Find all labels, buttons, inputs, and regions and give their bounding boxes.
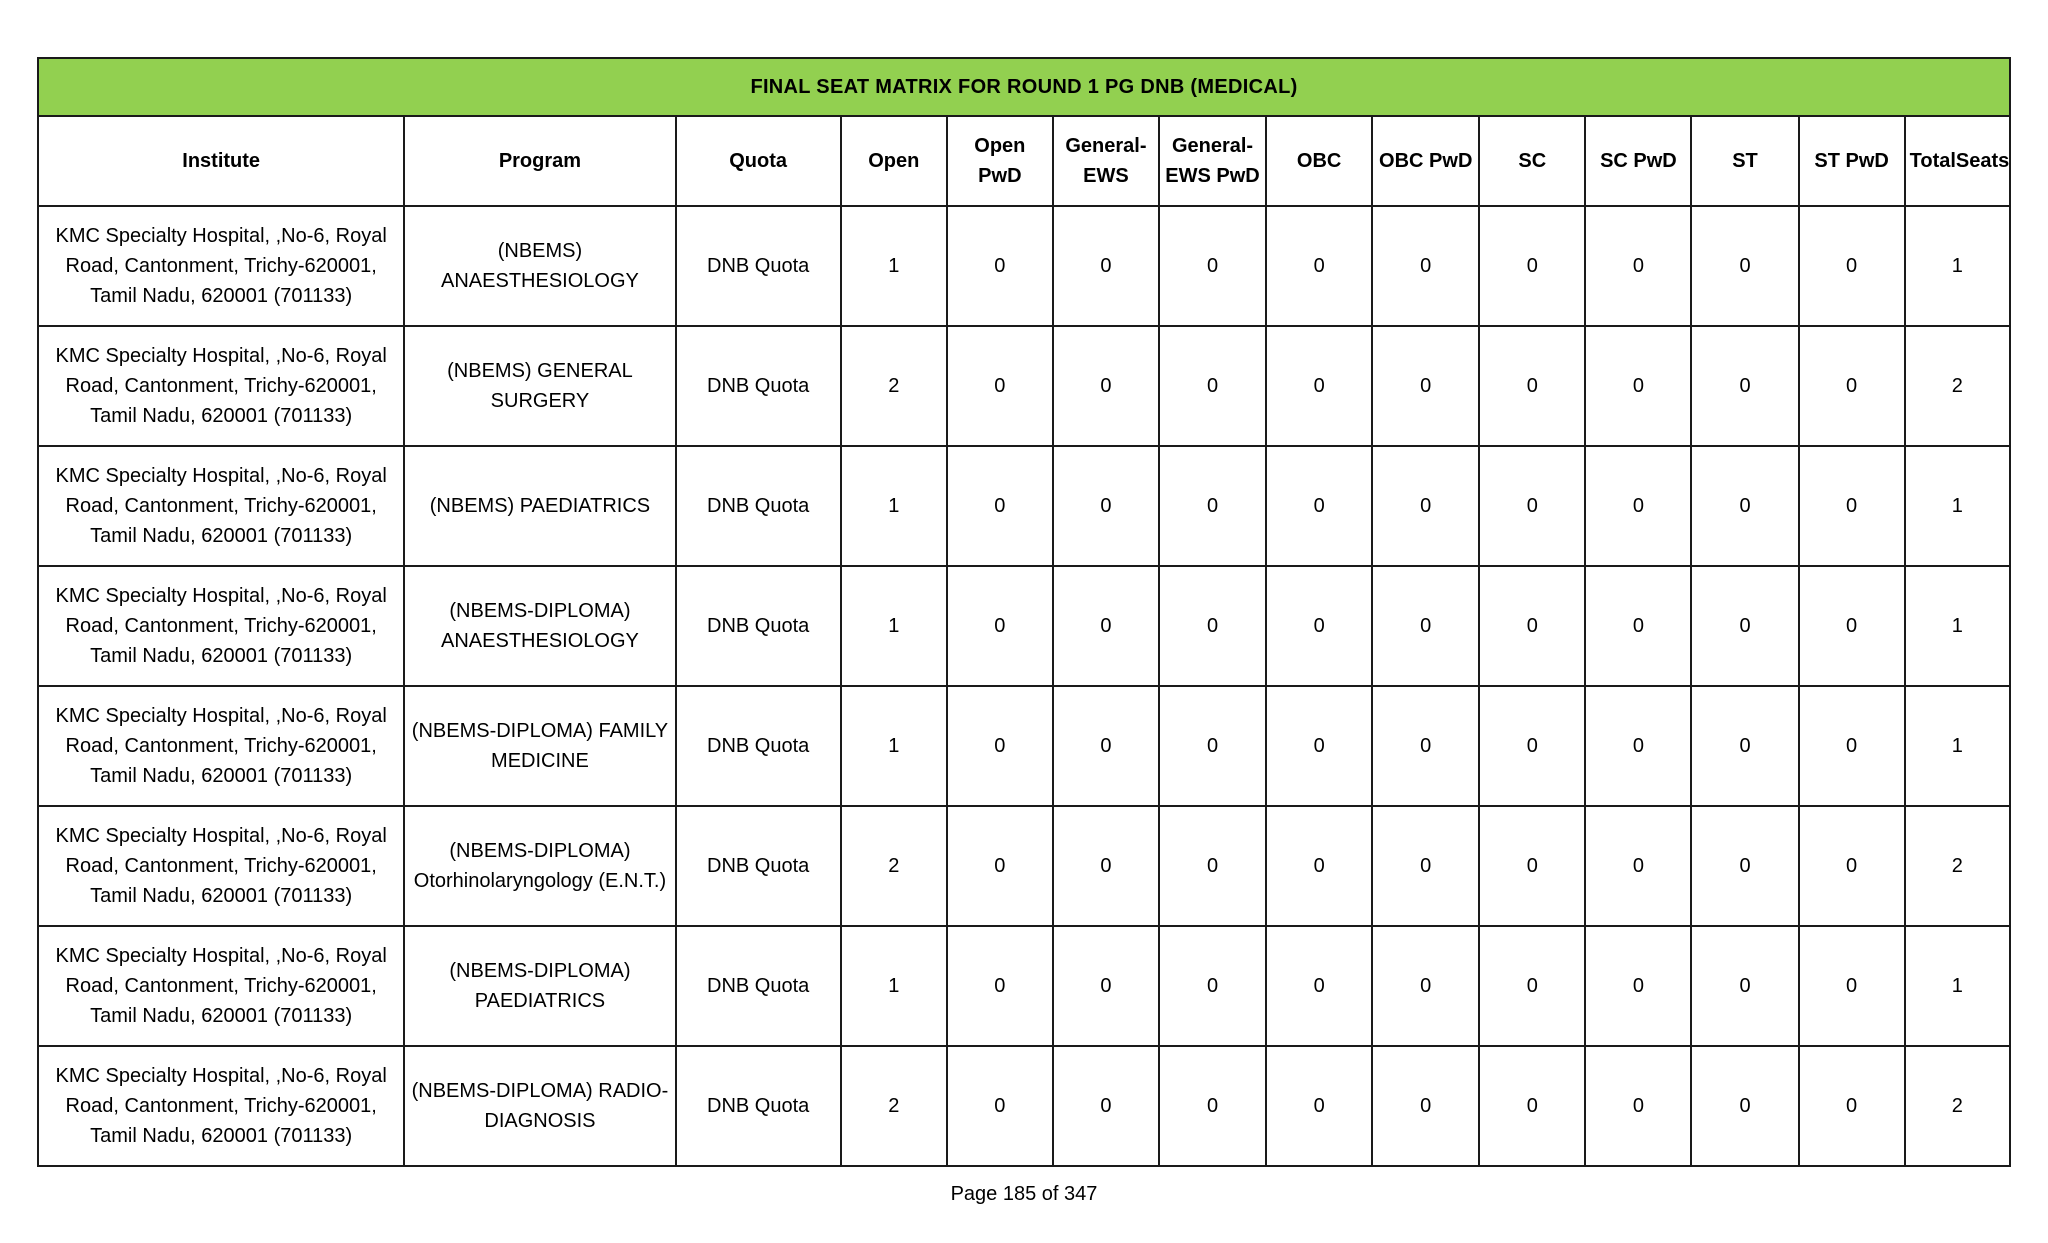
obc-pwd-cell: 0 [1372, 686, 1479, 806]
table-row [38, 806, 2010, 926]
sc-pwd-cell: 0 [1585, 446, 1691, 566]
total-seats-cell: 2 [1905, 806, 2010, 926]
column-header-sc: SC [1479, 116, 1585, 206]
total-seats-cell: 1 [1905, 566, 2010, 686]
total-seats-cell: 2 [1905, 326, 2010, 446]
quota-cell: DNB Quota [676, 926, 841, 1046]
st-pwd-cell: 0 [1799, 806, 1905, 926]
sc-cell: 0 [1479, 686, 1585, 806]
institute-cell: KMC Specialty Hospital, ,No-6, Royal Road, Cantonment, Trichy-620001, Tamil Nadu, 620001 (701133) [38, 926, 404, 1046]
st-cell: 0 [1691, 926, 1798, 1046]
program-cell: (NBEMS) ANAESTHESIOLOGY [404, 206, 675, 326]
open-cell: 1 [841, 446, 947, 566]
obc-cell: 0 [1266, 326, 1372, 446]
st-pwd-cell: 0 [1799, 926, 1905, 1046]
general-ews-cell: 0 [1053, 566, 1159, 686]
obc-pwd-cell: 0 [1372, 806, 1479, 926]
program-cell: (NBEMS-DIPLOMA) FAMILY MEDICINE [404, 686, 675, 806]
obc-pwd-cell: 0 [1372, 206, 1479, 326]
sc-pwd-cell: 0 [1585, 806, 1691, 926]
sc-cell: 0 [1479, 1046, 1585, 1166]
column-header-institute: Institute [38, 116, 404, 206]
quota-cell: DNB Quota [676, 806, 841, 926]
seat-matrix-table [37, 57, 2011, 1167]
sc-cell: 0 [1479, 446, 1585, 566]
general-ews-cell: 0 [1053, 206, 1159, 326]
general-ews-cell: 0 [1053, 806, 1159, 926]
obc-cell: 0 [1266, 686, 1372, 806]
column-header-obc-pwd: OBC PwD [1372, 116, 1479, 206]
total-seats-cell: 1 [1905, 926, 2010, 1046]
sc-cell: 0 [1479, 326, 1585, 446]
institute-cell: KMC Specialty Hospital, ,No-6, Royal Road, Cantonment, Trichy-620001, Tamil Nadu, 620001 (701133) [38, 446, 404, 566]
column-header-program: Program [404, 116, 675, 206]
page-title: FINAL SEAT MATRIX FOR ROUND 1 PG DNB (MEDICAL) [38, 58, 2010, 116]
column-header-open: Open [841, 116, 947, 206]
sc-cell: 0 [1479, 566, 1585, 686]
table-row [38, 1046, 2010, 1166]
st-pwd-cell: 0 [1799, 686, 1905, 806]
obc-cell: 0 [1266, 1046, 1372, 1166]
sc-cell: 0 [1479, 206, 1585, 326]
institute-cell: KMC Specialty Hospital, ,No-6, Royal Road, Cantonment, Trichy-620001, Tamil Nadu, 620001 (701133) [38, 806, 404, 926]
general-ews-pwd-cell: 0 [1159, 1046, 1266, 1166]
column-header-general-ews: General-EWS [1053, 116, 1159, 206]
st-pwd-cell: 0 [1799, 446, 1905, 566]
obc-cell: 0 [1266, 446, 1372, 566]
st-cell: 0 [1691, 806, 1798, 926]
program-cell: (NBEMS) PAEDIATRICS [404, 446, 675, 566]
table-body [38, 206, 2010, 1166]
st-cell: 0 [1691, 1046, 1798, 1166]
obc-pwd-cell: 0 [1372, 566, 1479, 686]
seat-matrix-sheet [37, 57, 2011, 1167]
open-pwd-cell: 0 [947, 806, 1053, 926]
column-header-general-ews-pwd: General-EWS PwD [1159, 116, 1266, 206]
general-ews-pwd-cell: 0 [1159, 326, 1266, 446]
st-cell: 0 [1691, 206, 1798, 326]
sc-cell: 0 [1479, 806, 1585, 926]
open-pwd-cell: 0 [947, 446, 1053, 566]
st-cell: 0 [1691, 326, 1798, 446]
obc-cell: 0 [1266, 806, 1372, 926]
general-ews-cell: 0 [1053, 326, 1159, 446]
obc-pwd-cell: 0 [1372, 1046, 1479, 1166]
obc-cell: 0 [1266, 566, 1372, 686]
st-cell: 0 [1691, 566, 1798, 686]
column-header-sc-pwd: SC PwD [1585, 116, 1691, 206]
sc-pwd-cell: 0 [1585, 686, 1691, 806]
sc-pwd-cell: 0 [1585, 326, 1691, 446]
general-ews-cell: 0 [1053, 686, 1159, 806]
column-header-open-pwd: Open PwD [947, 116, 1053, 206]
total-seats-cell: 1 [1905, 686, 2010, 806]
general-ews-cell: 0 [1053, 446, 1159, 566]
table-row [38, 206, 2010, 326]
program-cell: (NBEMS-DIPLOMA) PAEDIATRICS [404, 926, 675, 1046]
open-cell: 2 [841, 326, 947, 446]
open-cell: 1 [841, 686, 947, 806]
program-cell: (NBEMS-DIPLOMA) Otorhinolaryngology (E.N.T.) [404, 806, 675, 926]
st-cell: 0 [1691, 686, 1798, 806]
institute-cell: KMC Specialty Hospital, ,No-6, Royal Road, Cantonment, Trichy-620001, Tamil Nadu, 620001 (701133) [38, 686, 404, 806]
institute-cell: KMC Specialty Hospital, ,No-6, Royal Road, Cantonment, Trichy-620001, Tamil Nadu, 620001 (701133) [38, 326, 404, 446]
quota-cell: DNB Quota [676, 326, 841, 446]
st-pwd-cell: 0 [1799, 326, 1905, 446]
general-ews-pwd-cell: 0 [1159, 566, 1266, 686]
general-ews-pwd-cell: 0 [1159, 806, 1266, 926]
page-number: Page 185 of 347 [950, 1183, 1098, 1205]
sc-cell: 0 [1479, 926, 1585, 1046]
quota-cell: DNB Quota [676, 566, 841, 686]
general-ews-pwd-cell: 0 [1159, 446, 1266, 566]
st-cell: 0 [1691, 446, 1798, 566]
obc-pwd-cell: 0 [1372, 326, 1479, 446]
table-row [38, 566, 2010, 686]
program-cell: (NBEMS-DIPLOMA) RADIO-DIAGNOSIS [404, 1046, 675, 1166]
open-pwd-cell: 0 [947, 566, 1053, 686]
table-row [38, 926, 2010, 1046]
quota-cell: DNB Quota [676, 206, 841, 326]
quota-cell: DNB Quota [676, 1046, 841, 1166]
open-cell: 1 [841, 926, 947, 1046]
general-ews-cell: 0 [1053, 1046, 1159, 1166]
institute-cell: KMC Specialty Hospital, ,No-6, Royal Road, Cantonment, Trichy-620001, Tamil Nadu, 620001 (701133) [38, 206, 404, 326]
institute-cell: KMC Specialty Hospital, ,No-6, Royal Road, Cantonment, Trichy-620001, Tamil Nadu, 620001 (701133) [38, 1046, 404, 1166]
open-cell: 2 [841, 806, 947, 926]
column-header-total-seats: TotalSeats [1905, 116, 2010, 206]
program-cell: (NBEMS) GENERAL SURGERY [404, 326, 675, 446]
sc-pwd-cell: 0 [1585, 566, 1691, 686]
total-seats-cell: 1 [1905, 446, 2010, 566]
open-cell: 2 [841, 1046, 947, 1166]
open-pwd-cell: 0 [947, 926, 1053, 1046]
st-pwd-cell: 0 [1799, 1046, 1905, 1166]
sc-pwd-cell: 0 [1585, 1046, 1691, 1166]
table-row [38, 326, 2010, 446]
st-pwd-cell: 0 [1799, 566, 1905, 686]
obc-cell: 0 [1266, 206, 1372, 326]
open-pwd-cell: 0 [947, 1046, 1053, 1166]
column-header-obc: OBC [1266, 116, 1372, 206]
open-pwd-cell: 0 [947, 206, 1053, 326]
obc-cell: 0 [1266, 926, 1372, 1046]
open-pwd-cell: 0 [947, 686, 1053, 806]
general-ews-pwd-cell: 0 [1159, 926, 1266, 1046]
obc-pwd-cell: 0 [1372, 446, 1479, 566]
open-cell: 1 [841, 566, 947, 686]
institute-cell: KMC Specialty Hospital, ,No-6, Royal Road, Cantonment, Trichy-620001, Tamil Nadu, 620001 (701133) [38, 566, 404, 686]
table-header-row [38, 116, 2010, 206]
open-cell: 1 [841, 206, 947, 326]
quota-cell: DNB Quota [676, 686, 841, 806]
column-header-st: ST [1691, 116, 1798, 206]
sc-pwd-cell: 0 [1585, 926, 1691, 1046]
general-ews-cell: 0 [1053, 926, 1159, 1046]
table-row [38, 446, 2010, 566]
total-seats-cell: 1 [1905, 206, 2010, 326]
table-row [38, 686, 2010, 806]
obc-pwd-cell: 0 [1372, 926, 1479, 1046]
quota-cell: DNB Quota [676, 446, 841, 566]
st-pwd-cell: 0 [1799, 206, 1905, 326]
general-ews-pwd-cell: 0 [1159, 206, 1266, 326]
sc-pwd-cell: 0 [1585, 206, 1691, 326]
column-header-st-pwd: ST PwD [1799, 116, 1905, 206]
open-pwd-cell: 0 [947, 326, 1053, 446]
program-cell: (NBEMS-DIPLOMA) ANAESTHESIOLOGY [404, 566, 675, 686]
column-header-quota: Quota [676, 116, 841, 206]
general-ews-pwd-cell: 0 [1159, 686, 1266, 806]
total-seats-cell: 2 [1905, 1046, 2010, 1166]
